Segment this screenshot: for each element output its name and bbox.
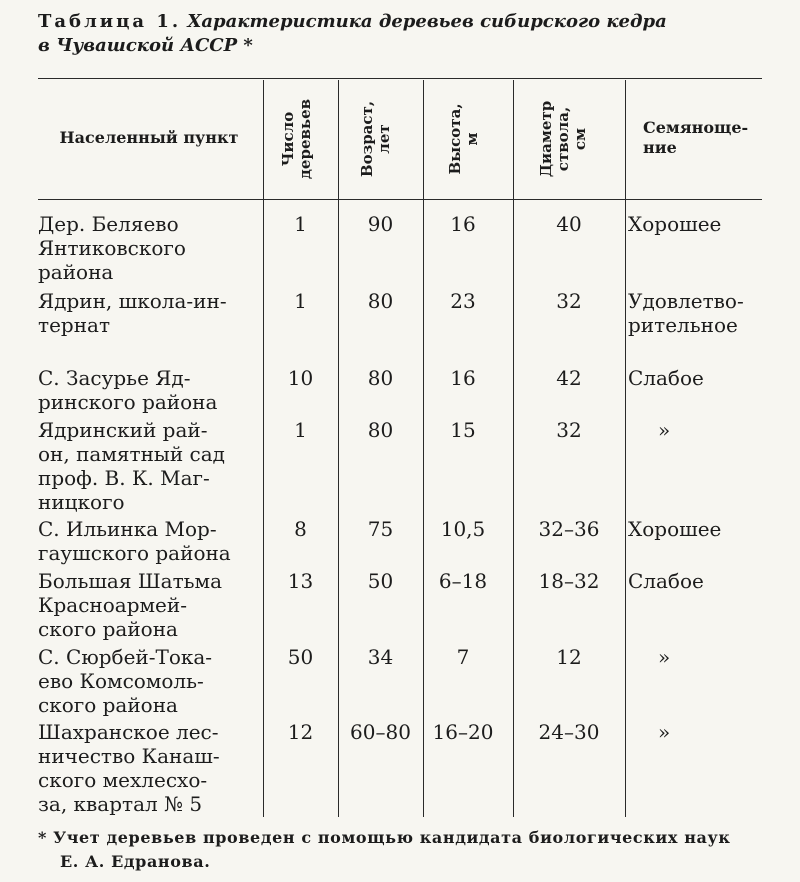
- row-2-settlement: [38, 289, 263, 337]
- row-2-height: 23: [450, 289, 476, 313]
- cell-line: Слабое: [628, 569, 704, 593]
- row-8-settlement: [38, 720, 263, 816]
- table-footnote: [38, 826, 778, 874]
- header-age: [359, 84, 401, 194]
- row-1-diameter: 40: [556, 212, 582, 236]
- header-height-line: Высота,: [446, 103, 464, 175]
- row-8-seed: [628, 720, 800, 744]
- cell-line: рительное: [628, 313, 738, 337]
- header-height-line: м: [463, 132, 481, 146]
- cell-line: Слабое: [628, 366, 704, 390]
- row-6-height: 6–18: [438, 569, 488, 593]
- header-tree-count-line: деревьев: [296, 98, 314, 180]
- cell-line: С. Засурье Яд-: [38, 366, 191, 390]
- row-3-settlement: [38, 366, 263, 414]
- cell-line: »: [658, 645, 671, 669]
- cell-line: ского района: [38, 693, 178, 717]
- header-height: [447, 84, 489, 194]
- column-divider: [625, 80, 626, 817]
- row-6-count: 13: [287, 569, 314, 593]
- table-caption: [38, 10, 778, 58]
- row-3-count: 10: [287, 366, 314, 390]
- row-6-seed: [628, 569, 793, 593]
- header-seed-line: ние: [643, 138, 677, 157]
- cell-line: »: [658, 720, 671, 744]
- row-3-age: 80: [367, 366, 394, 390]
- header-diameter-line: см: [571, 127, 589, 151]
- row-1-height: 16: [450, 212, 476, 236]
- row-7-settlement: [38, 645, 263, 717]
- column-divider: [513, 80, 514, 817]
- row-7-height: 7: [456, 645, 470, 669]
- cell-line: Ядрин, школа-ин-: [38, 289, 227, 313]
- table-title: Характеристика деревьев сибирского кедра: [187, 11, 667, 32]
- row-6-diameter: 18–32: [538, 569, 600, 593]
- row-7-count: 50: [287, 645, 314, 669]
- row-4-height: 15: [450, 418, 476, 442]
- header-tree-count: [280, 84, 322, 194]
- row-1-seed: [628, 212, 793, 236]
- table-label: Таблица 1.: [38, 11, 182, 32]
- cell-line: ничество Канаш-: [38, 744, 220, 768]
- header-age-line: лет: [375, 124, 393, 154]
- row-5-age: 75: [367, 517, 394, 541]
- column-divider: [338, 80, 339, 817]
- cell-line: он, памятный сад: [38, 442, 225, 466]
- cell-line: Ядринский рай-: [38, 418, 208, 442]
- cell-line: С. Сюрбей-Тока-: [38, 645, 213, 669]
- table-top-rule: [38, 78, 762, 79]
- row-4-seed: [628, 418, 800, 442]
- header-tree-count-line: Число: [279, 111, 297, 167]
- cell-line: ского района: [38, 617, 178, 641]
- row-8-height: 16–20: [432, 720, 494, 744]
- cell-line: Удовлетво-: [628, 289, 744, 313]
- row-4-settlement: [38, 418, 263, 514]
- row-4-age: 80: [367, 418, 394, 442]
- row-7-diameter: 12: [556, 645, 582, 669]
- row-6-settlement: [38, 569, 263, 641]
- header-seed-production: [643, 118, 783, 158]
- footnote-line: Е. А. Едранова.: [60, 852, 211, 871]
- cell-line: Дер. Беляево: [38, 212, 179, 236]
- row-4-count: 1: [294, 418, 307, 442]
- cell-line: Хорошее: [628, 212, 722, 236]
- cell-line: ского мехлесхо-: [38, 768, 208, 792]
- cell-line: Янтиковского: [38, 236, 186, 260]
- row-5-count: 8: [294, 517, 307, 541]
- cell-line: района: [38, 260, 114, 284]
- row-3-diameter: 42: [556, 366, 582, 390]
- row-7-seed: [628, 645, 800, 669]
- cell-line: »: [658, 418, 671, 442]
- cell-line: проф. В. К. Маг-: [38, 466, 210, 490]
- row-4-diameter: 32: [556, 418, 582, 442]
- footnote-line: * Учет деревьев проведен с помощью кандидата биологических наук: [38, 828, 731, 847]
- row-5-seed: [628, 517, 793, 541]
- column-divider: [263, 80, 264, 817]
- column-divider: [423, 80, 424, 817]
- row-2-diameter: 32: [556, 289, 582, 313]
- cell-line: за, квартал № 5: [38, 792, 203, 816]
- row-3-seed: [628, 366, 793, 390]
- row-8-count: 12: [287, 720, 314, 744]
- row-2-seed: [628, 289, 793, 337]
- cell-line: ево Комсомоль-: [38, 669, 204, 693]
- cell-line: ницкого: [38, 490, 125, 514]
- row-1-count: 1: [294, 212, 307, 236]
- header-diameter-line: Диаметр: [537, 100, 555, 178]
- row-3-height: 16: [450, 366, 476, 390]
- header-age-line: Возраст,: [358, 100, 376, 178]
- row-6-age: 50: [367, 569, 394, 593]
- row-8-age: 60–80: [350, 720, 411, 744]
- header-seed-line: Семяноще-: [643, 118, 749, 137]
- header-bottom-rule: [38, 199, 762, 200]
- row-5-height: 10,5: [440, 517, 486, 541]
- row-1-settlement: [38, 212, 263, 284]
- cell-line: Хорошее: [628, 517, 722, 541]
- cell-line: гаушского района: [38, 541, 231, 565]
- cell-line: ринского района: [38, 390, 218, 414]
- header-diameter-line: ствола,: [554, 106, 572, 172]
- row-5-diameter: 32–36: [538, 517, 600, 541]
- cell-line: Большая Шатьма: [38, 569, 223, 593]
- row-2-count: 1: [294, 289, 307, 313]
- row-1-age: 90: [367, 212, 394, 236]
- cell-line: Шахранское лес-: [38, 720, 219, 744]
- cell-line: Красноармей-: [38, 593, 187, 617]
- cell-line: С. Ильинка Мор-: [38, 517, 217, 541]
- row-2-age: 80: [367, 289, 394, 313]
- cell-line: тернат: [38, 313, 111, 337]
- table-subtitle: в Чувашской АССР *: [38, 35, 253, 56]
- row-8-diameter: 24–30: [538, 720, 600, 744]
- header-settlement: Населенный пункт: [59, 128, 239, 147]
- row-7-age: 34: [367, 645, 394, 669]
- row-5-settlement: [38, 517, 263, 565]
- header-diameter: [538, 84, 596, 194]
